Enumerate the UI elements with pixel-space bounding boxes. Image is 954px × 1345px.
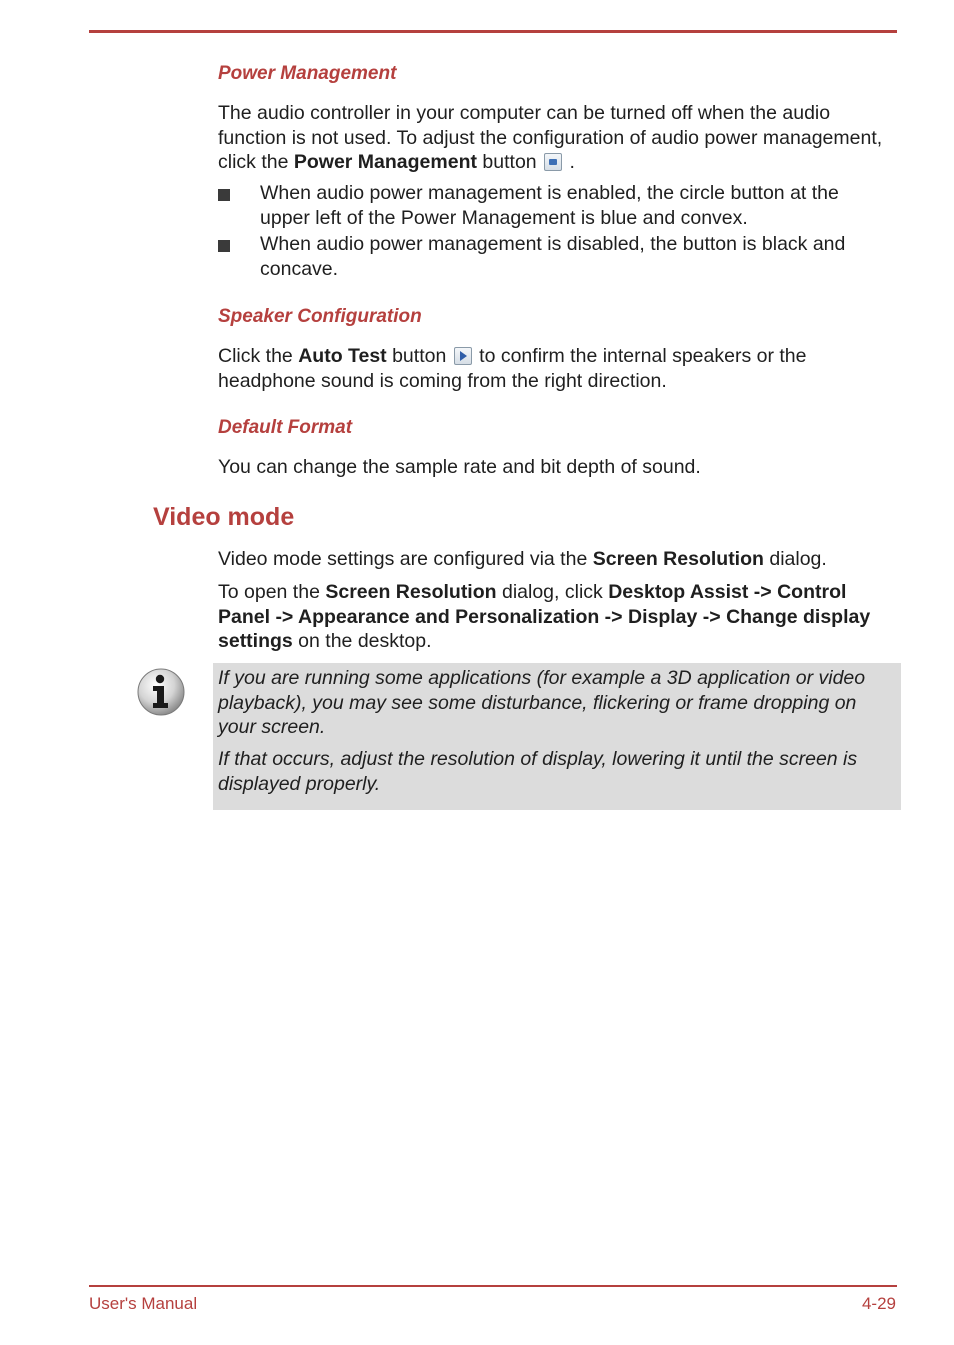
power-management-text-end: . — [564, 151, 575, 173]
square-bullet-icon — [218, 189, 230, 201]
list-item-text: When audio power management is enabled, the circle button at the upper left of the Power Management is blue and convex. — [260, 182, 839, 229]
video-text-1: Video mode settings are configured via the — [218, 548, 593, 570]
video-bold-2: Screen Resolution — [325, 581, 497, 603]
list-item-text: When audio power management is disabled, the button is black and concave. — [260, 233, 846, 280]
power-management-bold: Power Management — [293, 151, 477, 173]
speaker-configuration-paragraph — [218, 344, 888, 393]
video-bold-1: Screen Resolution — [592, 548, 764, 570]
speaker-configuration-heading: Speaker Configuration — [218, 306, 422, 327]
video-text-2: dialog. — [763, 548, 827, 570]
footer-manual-title: User's Manual — [89, 1294, 198, 1313]
note-paragraph-1: If you are running some applications (for example a 3D application or video playback), you may see some disturbance, flickering or frame dropping on your screen. — [218, 667, 866, 738]
default-format-heading: Default Format — [218, 417, 353, 438]
default-format-paragraph: You can change the sample rate and bit depth of sound. — [218, 456, 701, 478]
play-icon — [454, 347, 472, 365]
video-text-5: on the desktop. — [292, 630, 432, 652]
video-mode-paragraph-2 — [218, 580, 888, 654]
power-management-paragraph — [218, 101, 888, 175]
power-management-text-1: The audio controller in your computer can be turned off when the audio function is not used. To adjust the configuration of audio power management, click the — [218, 102, 883, 173]
speaker-bold: Auto Test — [298, 345, 387, 367]
speaker-text-1: Click the — [218, 345, 299, 367]
header-rule — [89, 30, 897, 33]
footer-rule — [89, 1285, 897, 1287]
footer-page-number: 4-29 — [861, 1294, 896, 1313]
video-bold-3: Desktop Assist -> Control Panel -> Appearance and Personalization -> Display -> Change display settings — [218, 581, 871, 652]
video-mode-title: Video mode — [153, 503, 295, 531]
video-text-4: dialog, click — [496, 581, 609, 603]
video-text-3: To open the — [218, 581, 326, 603]
power-management-text-2: button — [477, 151, 537, 173]
speaker-text-2: button — [386, 345, 452, 367]
note-paragraph-2: If that occurs, adjust the resolution of display, lowering it until the screen is displayed properly. — [218, 748, 858, 795]
power-management-heading: Power Management — [218, 63, 397, 84]
info-icon — [136, 667, 186, 717]
power-management-button-icon — [544, 153, 562, 171]
square-bullet-icon — [218, 240, 230, 252]
speaker-text-3: to confirm the internal speakers or the headphone sound is coming from the right direction. — [218, 345, 807, 392]
video-mode-paragraph-1 — [218, 547, 888, 572]
note-box — [213, 663, 901, 810]
